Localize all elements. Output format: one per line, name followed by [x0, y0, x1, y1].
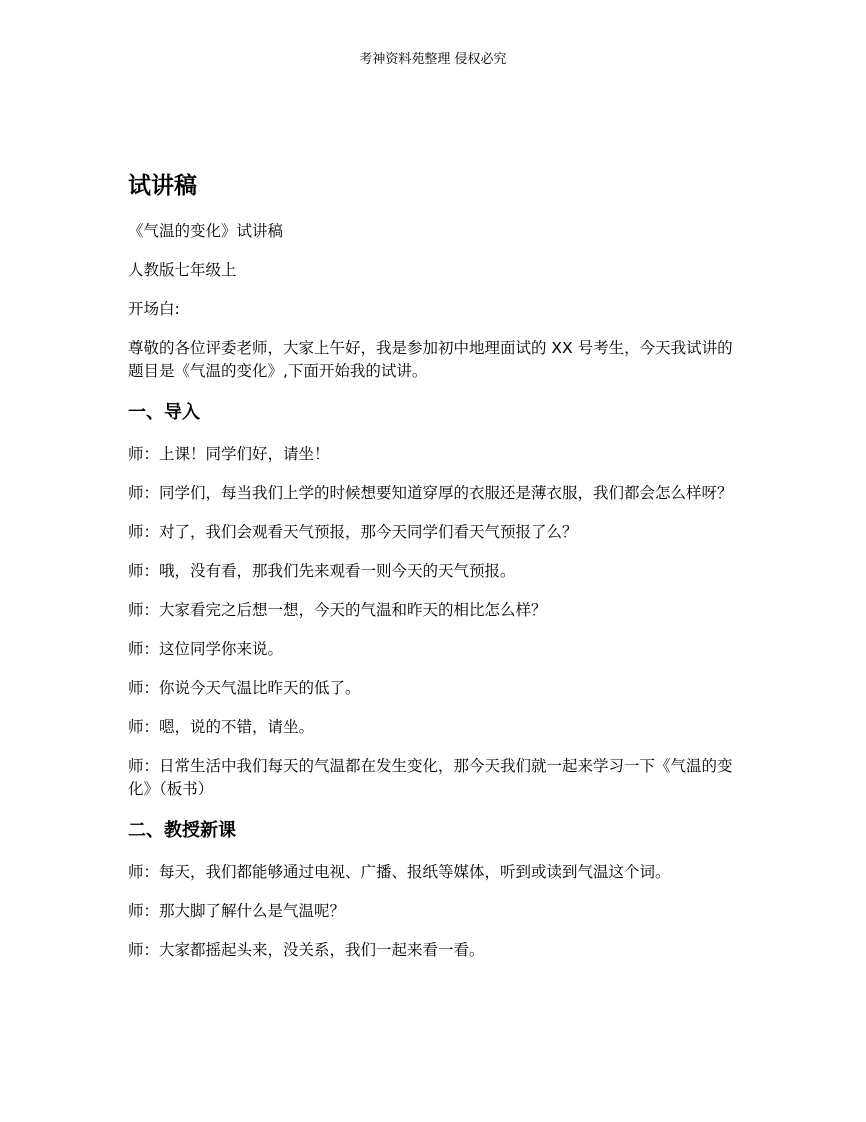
section-heading-intro: 一、导入	[128, 402, 200, 423]
opening-text: 尊敬的各位评委老师，大家上午好，我是参加初中地理面试的 XX 号考生，今天我试讲的题目是《气温的变化》,下面开始我的试讲。	[128, 339, 733, 380]
dialogue-line: 师：每天，我们都能够通过电视、广播、报纸等媒体，听到或读到气温这个词。	[128, 863, 671, 881]
dialogue-line: 师：日常生活中我们每天的气温都在发生变化，那今天我们就一起来学习一下《气温的变化》（板书）	[128, 757, 733, 798]
dialogue-line: 师：大家看完之后想一想，今天的气温和昨天的相比怎么样？	[128, 601, 547, 619]
opening-label: 开场白:	[128, 300, 180, 318]
dialogue-line: 师：对了，我们会观看天气预报，那今天同学们看天气预报了么？	[128, 523, 578, 541]
textbook-edition: 人教版七年级上	[128, 261, 237, 279]
dialogue-line: 师：哦，没有看，那我们先来观看一则今天的天气预报。	[128, 562, 516, 580]
dialogue-line: 师：大家都摇起头来，没关系，我们一起来看一看。	[128, 941, 485, 959]
lesson-subtitle: 《气温的变化》试讲稿	[128, 222, 284, 240]
document-title: 试讲稿	[128, 173, 197, 199]
dialogue-line: 师：这位同学你来说。	[128, 640, 284, 658]
dialogue-line: 师：嗯，说的不错，请坐。	[128, 718, 315, 736]
dialogue-line: 师：那大脚了解什么是气温呢？	[128, 902, 346, 920]
dialogue-line: 师：你说今天气温比昨天的低了。	[128, 679, 361, 697]
section-heading-new-lesson: 二、教授新课	[128, 820, 236, 841]
dialogue-line: 师：上课！同学们好，请坐！	[128, 445, 330, 463]
document-body	[128, 168, 740, 978]
dialogue-line: 师：同学们，每当我们上学的时候想要知道穿厚的衣服还是薄衣服，我们都会怎么样呀？	[128, 484, 733, 502]
page-header: 考神资料苑整理 侵权必究	[359, 52, 507, 67]
